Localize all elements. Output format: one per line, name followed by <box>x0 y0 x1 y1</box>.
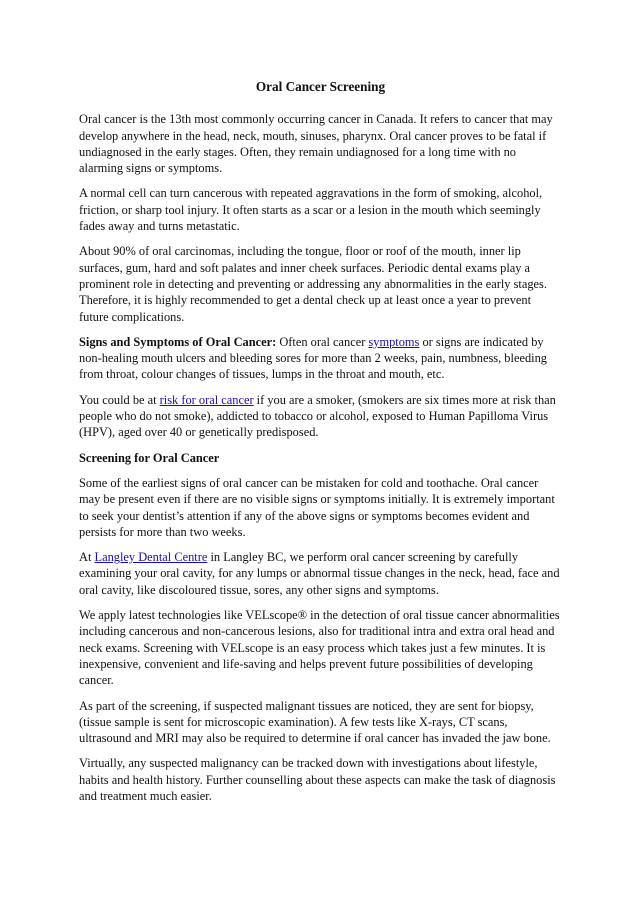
signs-symptoms-heading: Signs and Symptoms of Oral Cancer: <box>79 334 277 349</box>
paragraph-earliest-signs: Some of the earliest signs of oral cancer can be mistaken for cold and toothache. Oral cancer may be present even if there are no visible signs or symptoms initially. It is extremely important to seek your dentist’s attention if any of the above signs or symptoms becomes evident and persists for more than two weeks. <box>79 475 555 539</box>
risk-text-after-link: if you are a smoker, (smokers are six times more at risk than people who do not smoke), addicted to tobacco or alcohol, exposed to Human Papilloma Virus (HPV), aged over 40 or genetically predisposed. <box>79 392 556 440</box>
paragraph-malignancy: Virtually, any suspected malignancy can be tracked down with investigations about lifestyle, habits and health history. Further counselling about these aspects can make the task of diagnosis and treatment much easier. <box>79 756 556 803</box>
paragraph-cell-changes: A normal cell can turn cancerous with repeated aggravations in the form of smoking, alcohol, friction, or sharp tool injury. It often starts as a scar or a lesion in the mouth which seemingly fades away and turns metastatic. <box>79 186 543 234</box>
page-title: Oral Cancer Screening <box>255 79 386 94</box>
paragraph-langley <box>79 549 562 598</box>
symptoms-link[interactable]: symptoms <box>368 334 420 349</box>
paragraph-signs-symptoms <box>79 334 562 383</box>
langley-text-after-link: in Langley BC, we perform oral cancer screening by carefully examining your oral cavity, for any lumps or abnormal tissue changes in the neck, head, face and oral cavity, like discoloured tissue, sores, any other signs and symptoms. <box>79 550 560 597</box>
signs-text-before-link: Often oral cancer <box>276 334 369 349</box>
risk-for-oral-cancer-link[interactable]: risk for oral cancer <box>159 392 254 407</box>
langley-dental-centre-link[interactable]: Langley Dental Centre <box>94 550 208 565</box>
paragraph-carcinomas: About 90% of oral carcinomas, including the tongue, floor or roof of the mouth, inner lip surfaces, gum, hard and soft palates and inner cheek surfaces. Periodic dental exams play a prominent role in detecting and preventing or addressing any abnormalities in the early stages. Therefore, it is highly recommended to get a dental check up at least once a year to prevent future complications. <box>79 244 547 324</box>
risk-text-before-link: You could be at <box>79 392 160 407</box>
paragraph-intro: Oral cancer is the 13th most commonly occurring cancer in Canada. It refers to cancer that may develop anywhere in the head, neck, mouth, sinuses, pharynx. Oral cancer proves to be fatal if undiagnosed in the early stages. Often, they remain undiagnosed for a long time with no alarming signs or symptoms. <box>79 112 553 176</box>
paragraph-risk <box>79 392 562 441</box>
langley-text-before-link: At <box>79 550 95 565</box>
signs-text-after-link: or signs are indicated by non-healing mouth ulcers and bleeding sores for more than 2 weeks, pain, numbness, bleeding from throat, colour changes of tissues, lumps in the throat and mouth, etc. <box>79 334 547 382</box>
screening-heading: Screening for Oral Cancer <box>79 450 220 465</box>
paragraph-biopsy: As part of the screening, if suspected malignant tissues are noticed, they are sent for biopsy, (tissue sample is sent for microscopic examination). A few tests like X-rays, CT scans, ultrasound and MRI may also be required to determine if oral cancer has invaded the jaw bone. <box>79 698 551 746</box>
paragraph-velscope: We apply latest technologies like VELscope® in the detection of oral tissue cancer abnormalities including cancerous and non-cancerous lesions, also for traditional intra and extra oral head and neck exams. Screening with VELscope is an easy process which takes just a few minutes. It is inexpensive, convenient and life-saving and helps prevent future possibilities of developing cancer. <box>79 608 560 688</box>
